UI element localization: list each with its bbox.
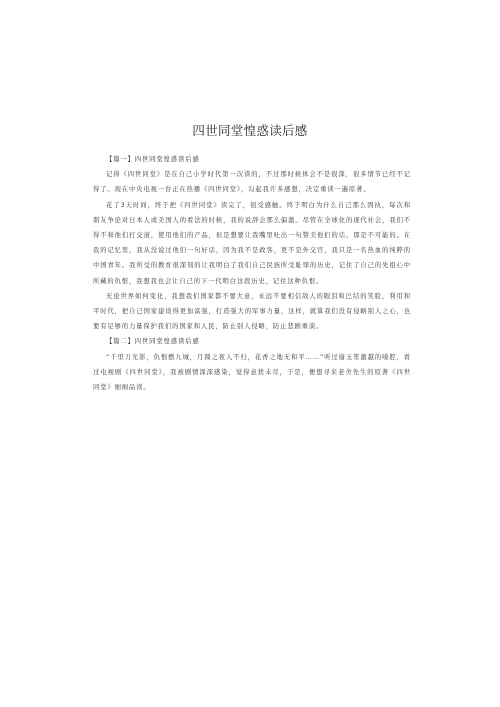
paragraph: 记得《四世同堂》是在自己小学时代第一次读的，不过那时候体会不是很深，很多情节已经不记得了。现在中央电视一台正在热播《四世同堂》，勾起我许多感想，决定重读一遍原著。 [93, 171, 411, 194]
document-body [93, 152, 411, 395]
paragraph: 无论世界如何变化，我想我们国家都不要大意，永远不要相信敌人的眼泪和巴结的笑脸，利用和平时代，把自己国家建设得更加富强，打造强大的军事力量，这样，就算我们没有侵略别人之心，也要有足够的力量保护我们的国家和人民，防止别人侵略，防止悲剧重演。 [93, 292, 411, 331]
paragraph: “千里刀光影，仇恨燃九城，月圆之夜人不归，花香之地无和平……”听过谢玉笙激越的嗓腔，看过电视剧《四世同堂》，我被剧情深深感染，觉得意犹未尽，于是，便想寻来老舍先生的原著《四世同堂》细细品读。 [93, 353, 411, 392]
section-heading-2: 【篇二】四世同堂惶惑读后感 [106, 338, 200, 346]
document-title: 四世同堂惶惑读后感 [192, 123, 308, 138]
section-heading-1: 【篇一】四世同堂惶惑读后感 [106, 156, 200, 163]
paragraph: 花了3天时间，终于把《四世同堂》读完了，很受感触。终于明白为什么自己那么固执，每次和朋友争论对日本人或美国人的看法的时候，我的说辞会那么偏激。尽管在全球化的现代社会，我们不得不和他们打交道，使用他们的产品，但是想要让我嘴里吐出一句赞美他们的话，那是不可能的。在我的记忆里，我从没说过他们一句好话，因为我不是政客，更不是外交官，我只是一名热血的纯粹的中国青年。我所受的教育很深刻的让我明白了我们自己民族所受耻辱的历史，记住了自己的先祖心中所藏的仇恨，我想我也会让自己的下一代明白这段历史，记住这种仇恨。 [93, 201, 411, 285]
